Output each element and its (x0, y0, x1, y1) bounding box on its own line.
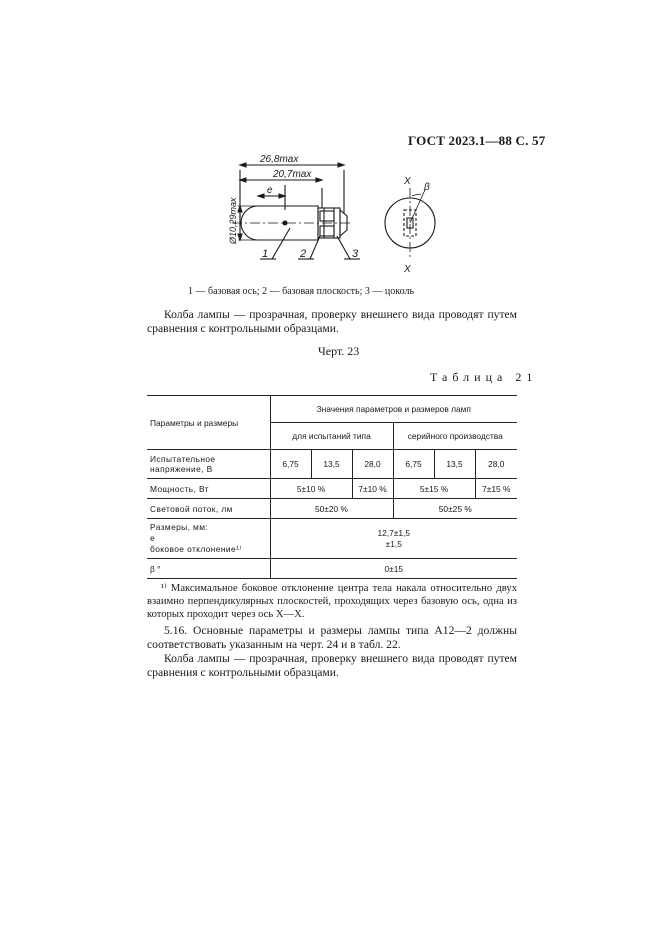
size-label-cell (147, 519, 270, 559)
col-serial-header: серийного производства (393, 423, 517, 450)
voltage-cell: 28,0 (352, 450, 393, 479)
dim-bulb-label: 20,7max (273, 169, 312, 180)
paragraph-bulb-inspection-2: Колба лампы — прозрачная, проверку внешнего вида проводят путем сравнения с контрольными образцами. (147, 652, 517, 679)
paragraph-bulb-inspection: Колба лампы — прозрачная, проверку внешнего вида проводят путем сравнения с контрольными образцами. (147, 308, 517, 335)
voltage-cell: 13,5 (434, 450, 475, 479)
callout-1: 1 (262, 248, 269, 260)
dim-e-label: e (267, 185, 273, 196)
axis-bottom-label: X (404, 264, 411, 275)
dim-diameter-label: Ø10,29max (228, 197, 238, 244)
lamp-end-view (385, 188, 435, 260)
paragraph-5-16: 5.16. Основные параметры и размеры лампы типа А12—2 должны соответствовать указанным на черт. 24 и в табл. 22. (147, 624, 517, 651)
lamp-drawing (200, 148, 460, 280)
voltage-cell: 6,75 (393, 450, 434, 479)
flux-cell: 50±25 % (393, 499, 517, 519)
callout-3: 3 (352, 248, 359, 260)
drawing-legend: 1 — базовая ось; 2 — базовая плоскость; 3 — цоколь (188, 286, 415, 297)
axis-top-label: X (404, 176, 411, 187)
power-cell: 7±15 % (475, 479, 517, 499)
size-label-title: Размеры, мм: (150, 522, 209, 532)
angle-label: β (424, 182, 430, 193)
voltage-cell: 13,5 (311, 450, 352, 479)
footnote-rule (147, 578, 203, 579)
table-label: Таблица 21 (430, 370, 538, 384)
voltage-cell: 28,0 (475, 450, 517, 479)
table-21 (147, 395, 517, 579)
voltage-cell: 6,75 (270, 450, 311, 479)
power-cell: 5±10 % (270, 479, 352, 499)
flux-label: Световой поток, лм (147, 499, 270, 519)
size-label-deviation: боковое отклонение¹⁾ (150, 544, 242, 554)
figure-caption: Черт. 23 (318, 344, 360, 358)
size-label-e: е (150, 533, 156, 543)
dim-overall-label: 26,8max (260, 154, 299, 165)
col-param-header: Параметры и размеры (147, 396, 270, 450)
flux-cell: 50±20 % (270, 499, 393, 519)
size-e-value: 12,7±1,5 (377, 527, 411, 538)
voltage-label: Испытательное напряжение, В (147, 450, 270, 479)
beta-value: 0±15 (270, 559, 517, 579)
col-type-header: для испытаний типа (270, 423, 393, 450)
power-label: Мощность, Вт (147, 479, 270, 499)
beta-label: β ° (147, 559, 270, 579)
footnote: ¹⁾ Максимальное боковое отклонение центра тела накала относительно двух взаимно перпендикулярных плоскостей, проходящих через базовую ось, одна из которых проходит через ось X—X. (147, 583, 517, 620)
size-deviation-value: ±1,5 (385, 538, 402, 549)
size-values-cell (270, 519, 517, 559)
callout-2: 2 (300, 248, 307, 260)
col-values-header: Значения параметров и размеров ламп (270, 396, 517, 423)
power-cell: 5±15 % (393, 479, 475, 499)
page-header: ГОСТ 2023.1—88 С. 57 (408, 133, 546, 148)
power-cell: 7±10 % (352, 479, 393, 499)
